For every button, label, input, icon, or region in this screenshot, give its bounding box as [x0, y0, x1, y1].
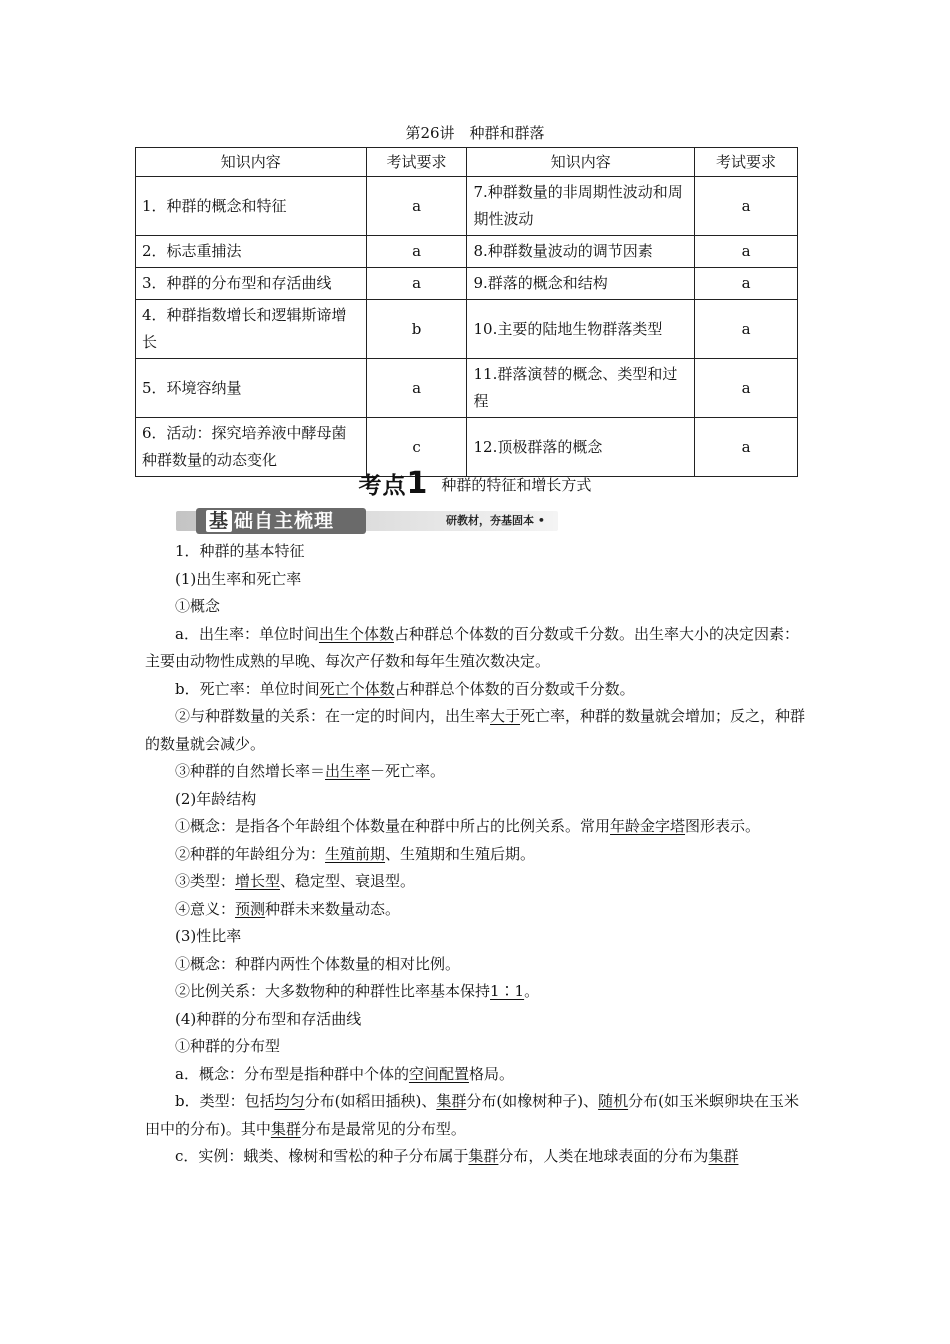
knowledge-cell: 4．种群指数增长和逻辑斯谛增长	[136, 300, 367, 359]
underlined-answer: 死亡个体数	[319, 679, 395, 698]
header-cell: 考试要求	[695, 148, 798, 177]
knowledge-cell: 7.种群数量的非周期性波动和周期性波动	[467, 177, 695, 236]
header-cell: 知识内容	[136, 148, 367, 177]
text-run: (3)性比率	[175, 927, 242, 945]
paragraph	[145, 566, 810, 594]
underlined-answer: 空间配置	[408, 1064, 469, 1083]
requirement-cell: a	[366, 359, 467, 418]
knowledge-cell: 8.种群数量波动的调节因素	[467, 236, 695, 268]
paragraph	[145, 896, 810, 924]
paragraph	[145, 703, 810, 758]
underlined-answer: 均匀	[274, 1092, 305, 1110]
text-run: ③类型：	[175, 872, 236, 890]
text-run: (4)种群的分布型和存活曲线	[175, 1009, 362, 1028]
paragraph	[145, 593, 810, 621]
paragraph	[145, 1006, 810, 1034]
text-run: ②比例关系：大多数物种的种群性比率基本保持	[175, 982, 491, 1000]
underlined-answer: 出生个体数	[318, 624, 394, 643]
paragraph	[145, 1033, 810, 1061]
table-row	[136, 236, 798, 268]
content-body	[145, 538, 810, 1171]
knowledge-cell: 1．种群的概念和特征	[136, 177, 367, 236]
text-run: 死亡率，种群的数量就会增加；反之，种群的数量就会减少。	[145, 707, 806, 753]
table-row	[136, 177, 798, 236]
text-run: ①种群的分布型	[175, 1037, 281, 1055]
paragraph	[145, 841, 810, 869]
knowledge-cell: 5．环境容纳量	[136, 359, 367, 418]
knowledge-cell: 11.群落演替的概念、类型和过程	[467, 359, 695, 418]
knowledge-cell: 9.群落的概念和结构	[467, 268, 695, 300]
knowledge-cell: 2．标志重捕法	[136, 236, 367, 268]
paragraph	[145, 868, 810, 896]
header-cell: 考试要求	[366, 148, 467, 177]
underlined-answer: 集群	[436, 1092, 467, 1110]
paragraph	[145, 538, 810, 566]
text-run: (1)出生率和死亡率	[175, 569, 302, 588]
requirement-cell: a	[695, 418, 798, 477]
text-run: ①概念：种群内两性个体数量的相对比例。	[175, 954, 461, 973]
paragraph	[145, 1088, 810, 1143]
paragraph	[145, 1061, 810, 1089]
text-run: ①概念	[175, 597, 221, 615]
underlined-answer: 1∶1	[490, 982, 525, 1000]
section-label: 考点	[358, 473, 407, 499]
section-title: 种群的特征和增长方式	[441, 476, 592, 494]
text-run: 格局。	[468, 1064, 514, 1083]
text-run: ③种群的自然增长率＝	[175, 762, 326, 780]
underlined-answer: 大于	[490, 707, 521, 725]
paragraph	[145, 676, 810, 704]
text-run: －死亡率。	[370, 762, 446, 780]
knowledge-cell: 6．活动：探究培养液中酵母菌种群数量的动态变化	[136, 418, 367, 477]
requirement-cell: a	[695, 177, 798, 236]
paragraph	[145, 951, 810, 979]
table-row	[136, 268, 798, 300]
text-run: ①概念：是指各个年龄组个体数量在种群中所占的比例关系。常用	[175, 817, 611, 835]
table-row	[136, 300, 798, 359]
requirement-cell: a	[695, 236, 798, 268]
text-run: 分布(如稻田插秧)、	[304, 1092, 437, 1110]
requirements-table	[135, 147, 798, 477]
page-title: 第26讲 种群和群落	[405, 124, 545, 142]
table-header-row	[136, 148, 798, 177]
banner-title-first: 基	[206, 510, 232, 532]
text-run: ②与种群数量的关系：在一定的时间内，出生率	[175, 707, 491, 725]
text-run: 分布(如橡树种子)、	[466, 1092, 599, 1110]
knowledge-cell: 12.顶极群落的概念	[467, 418, 695, 477]
section-number: 1	[406, 466, 428, 501]
paragraph	[145, 978, 810, 1006]
text-run: a．概念：分布型是指种群中个体的	[175, 1064, 409, 1083]
requirement-cell: a	[695, 268, 798, 300]
text-run: 、生殖期和生殖后期。	[385, 844, 536, 863]
text-run: c．实例：蛾类、橡树和雪松的种子分布属于	[175, 1147, 469, 1165]
text-run: a．出生率：单位时间	[175, 624, 319, 643]
banner-subtitle-text: 研教材，夯基固本	[446, 514, 534, 527]
requirement-cell: c	[366, 418, 467, 477]
underlined-answer: 集群	[468, 1147, 499, 1165]
requirement-cell: a	[695, 300, 798, 359]
banner-title	[196, 508, 366, 534]
paragraph	[145, 1143, 810, 1171]
paragraph	[145, 813, 810, 841]
requirement-cell: a	[366, 236, 467, 268]
basic-review-banner	[176, 507, 562, 535]
requirement-cell: a	[366, 177, 467, 236]
text-run: ④意义：	[175, 899, 236, 918]
banner-subtitle: 研教材，夯基固本 •	[446, 514, 545, 527]
banner-title-rest: 础自主梳理	[234, 510, 335, 532]
underlined-answer: 年龄金字塔	[610, 817, 686, 835]
requirement-cell: a	[695, 359, 798, 418]
text-run: b．死亡率：单位时间	[175, 679, 320, 698]
text-run: 占种群总个体数的百分数或千分数。	[394, 679, 635, 698]
table-row	[136, 359, 798, 418]
text-run: 分布(如玉米螟卵块在玉米田中的分布)。其中	[145, 1092, 799, 1138]
underlined-answer: 出生率	[325, 762, 371, 780]
text-run: 1．种群的基本特征	[175, 542, 305, 560]
text-run: 分布，人类在地球表面的分布为	[498, 1147, 709, 1165]
paragraph	[145, 758, 810, 786]
text-run: 图形表示。	[685, 817, 761, 835]
knowledge-cell: 10.主要的陆地生物群落类型	[467, 300, 695, 359]
text-run: (2)年龄结构	[175, 789, 257, 808]
text-run: 、稳定型、衰退型。	[280, 872, 416, 890]
underlined-answer: 集群	[270, 1119, 301, 1138]
underlined-answer: 生殖前期	[325, 844, 386, 863]
paragraph	[145, 923, 810, 951]
underlined-answer: 随机	[598, 1092, 629, 1110]
knowledge-cell: 3．种群的分布型和存活曲线	[136, 268, 367, 300]
text-run: 占种群总个体数的百分数或千分数。出生率大小的决定因素：主要由动物性成熟的早晚、每次产仔数和每年生殖次数决定。	[145, 624, 799, 670]
underlined-answer: 集群	[708, 1147, 739, 1165]
text-run: 分布是最常见的分布型。	[300, 1119, 466, 1138]
paragraph	[145, 621, 810, 676]
paragraph	[145, 786, 810, 814]
underlined-answer: 增长型	[235, 872, 281, 890]
text-run: 。	[524, 982, 540, 1000]
text-run: b．类型：包括	[175, 1092, 275, 1110]
underlined-answer: 预测	[235, 899, 266, 918]
requirement-cell: b	[366, 300, 467, 359]
text-run: ②种群的年龄组分为：	[175, 844, 326, 863]
requirement-cell: a	[366, 268, 467, 300]
text-run: 种群未来数量动态。	[265, 899, 401, 918]
section-heading	[0, 466, 950, 501]
header-cell: 知识内容	[467, 148, 695, 177]
